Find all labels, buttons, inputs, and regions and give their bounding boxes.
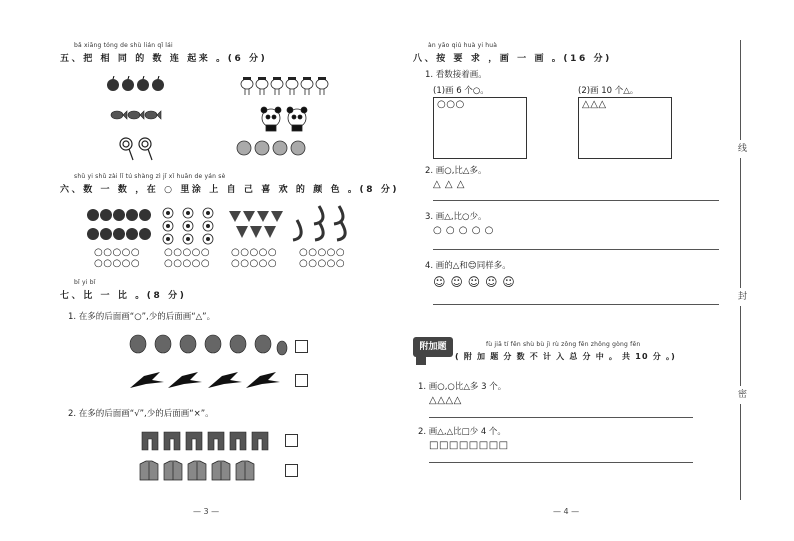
- sec8-q1b: (2)画 10 个△。: [578, 86, 639, 96]
- fish-group: [110, 107, 162, 126]
- bonus-badge-post: [416, 357, 426, 365]
- answer-line-q3[interactable]: [433, 249, 719, 250]
- peach-icons: [236, 138, 308, 156]
- banana-icons: [289, 204, 355, 242]
- answer-box-pants[interactable]: [285, 434, 298, 447]
- count-circles-4a[interactable]: ○○○○○: [299, 247, 346, 258]
- swallow-group: [130, 368, 280, 396]
- sec8-q1: 1. 看数接着画。: [425, 70, 487, 80]
- answer-box-birds[interactable]: [295, 340, 308, 353]
- binding-label-mid: 封: [736, 291, 746, 300]
- soccer-ball-icons: [161, 207, 217, 245]
- bonus-q2-given: □□□□□□□□: [429, 440, 509, 451]
- sec7-pinyin: bǐ yi bǐ: [74, 279, 96, 286]
- jacket-group: [138, 460, 278, 486]
- sec5-title: 五、把 相 同 的 数 连 起来 。(6 分): [60, 54, 268, 64]
- panda-icons: [260, 106, 310, 132]
- duck-group: [240, 73, 330, 101]
- page-number-left: — 3 —: [193, 507, 220, 516]
- answer-box-jackets[interactable]: [285, 464, 298, 477]
- count-circles-2b[interactable]: ○○○○○: [164, 258, 211, 269]
- lollipop-group: [117, 136, 157, 166]
- draw-box-circles[interactable]: [433, 97, 527, 159]
- bonus-answer-line-1[interactable]: [429, 417, 693, 418]
- bonus-pinyin: fù jiā tí fēn shù bù jì rù zǒng fēn zhōng gòng fēn: [486, 341, 641, 348]
- count-circles-1b[interactable]: ○○○○○: [94, 258, 141, 269]
- jacket-icons: [138, 460, 278, 482]
- sec7-q1: 1. 在多的后面画“○”,少的后面画“△”。: [68, 312, 216, 322]
- sec8-q1a: (1)画 6 个○。: [433, 86, 489, 96]
- answer-line-q4[interactable]: [433, 304, 719, 305]
- bonus-answer-line-2[interactable]: [429, 462, 693, 463]
- sec8-title: 八、按 要 求 ，画 一 画 。(16 分): [413, 54, 612, 64]
- panda-group: [260, 106, 310, 136]
- banana-cluster: [289, 204, 355, 246]
- binding-line-1: [740, 40, 741, 140]
- lollipop-icons: [117, 136, 157, 162]
- bonus-q1-given: △△△△: [429, 395, 462, 406]
- sec8-q2-given: △ △ △: [433, 179, 465, 190]
- binding-label-bottom: 密: [736, 389, 746, 398]
- strawberry-icons: [227, 207, 283, 241]
- sec6-title: 六、数 一 数 ，在 ○ 里涂 上 自 己 喜 欢 的 颜 色 。(8 分): [60, 185, 400, 195]
- given-circles: ○○○: [437, 99, 465, 110]
- sec8-q4: 4. 画的△和😊同样多。: [425, 261, 511, 271]
- sec8-q3: 3. 画△,比○少。: [425, 212, 487, 222]
- page-number-right: — 4 —: [553, 507, 580, 516]
- binding-line-3: [740, 306, 741, 386]
- bird-group: [128, 330, 288, 362]
- count-circles-2a[interactable]: ○○○○○: [164, 247, 211, 258]
- peach-group: [236, 138, 308, 160]
- smiley-faces: ☺ ☺ ☺ ☺ ☺: [433, 275, 516, 289]
- answer-line-q2[interactable]: [433, 200, 719, 201]
- count-circles-3a[interactable]: ○○○○○: [231, 247, 278, 258]
- binding-line-2: [740, 158, 741, 288]
- count-circles-1a[interactable]: ○○○○○: [94, 247, 141, 258]
- bird-icons: [128, 330, 288, 358]
- sec7-q2: 2. 在多的后面画“√”,少的后面画“×”。: [68, 409, 214, 419]
- count-circles-3b[interactable]: ○○○○○: [231, 258, 278, 269]
- draw-box-triangles[interactable]: [578, 97, 672, 159]
- swallow-icons: [130, 368, 280, 392]
- count-circles-4b[interactable]: ○○○○○: [299, 258, 346, 269]
- sec8-q2: 2. 画○,比△多。: [425, 166, 487, 176]
- bonus-note: ( 附 加 题 分 数 不 计 入 总 分 中 。 共 10 分 。): [455, 352, 677, 361]
- answer-box-swallows[interactable]: [295, 374, 308, 387]
- binding-line-4: [740, 404, 741, 500]
- sec8-pinyin: àn yāo qiú huà yi huà: [428, 42, 498, 49]
- given-triangles: △△△: [582, 99, 607, 110]
- apple-icons: [106, 76, 166, 92]
- sec7-title: 七、比 一 比 。(8 分): [60, 291, 187, 301]
- sec6-pinyin: shǔ yi shǔ zài lǐ tú shàng zì jǐ xǐ huān de yán sè: [74, 173, 226, 180]
- pants-group: [140, 430, 276, 456]
- binding-label-top: 线: [736, 143, 746, 152]
- apples-group: [106, 76, 166, 92]
- sec8-q3-given: ○ ○ ○ ○ ○: [433, 225, 494, 236]
- duck-icons: [240, 73, 330, 97]
- bonus-q2: 2. 画△,△比□少 4 个。: [418, 427, 506, 437]
- pants-icons: [140, 430, 276, 452]
- bonus-badge: 附加题: [413, 337, 453, 357]
- bonus-q1: 1. 画○,○比△多 3 个。: [418, 382, 507, 392]
- ball-cluster: [161, 207, 217, 249]
- fish-icons: [110, 108, 162, 122]
- strawberry-cluster: [227, 207, 283, 245]
- apple-cluster: [86, 207, 152, 247]
- apple-icons-10: [86, 207, 152, 243]
- sec5-pinyin: bǎ xiāng tóng de shù lián qǐ lái: [74, 42, 173, 49]
